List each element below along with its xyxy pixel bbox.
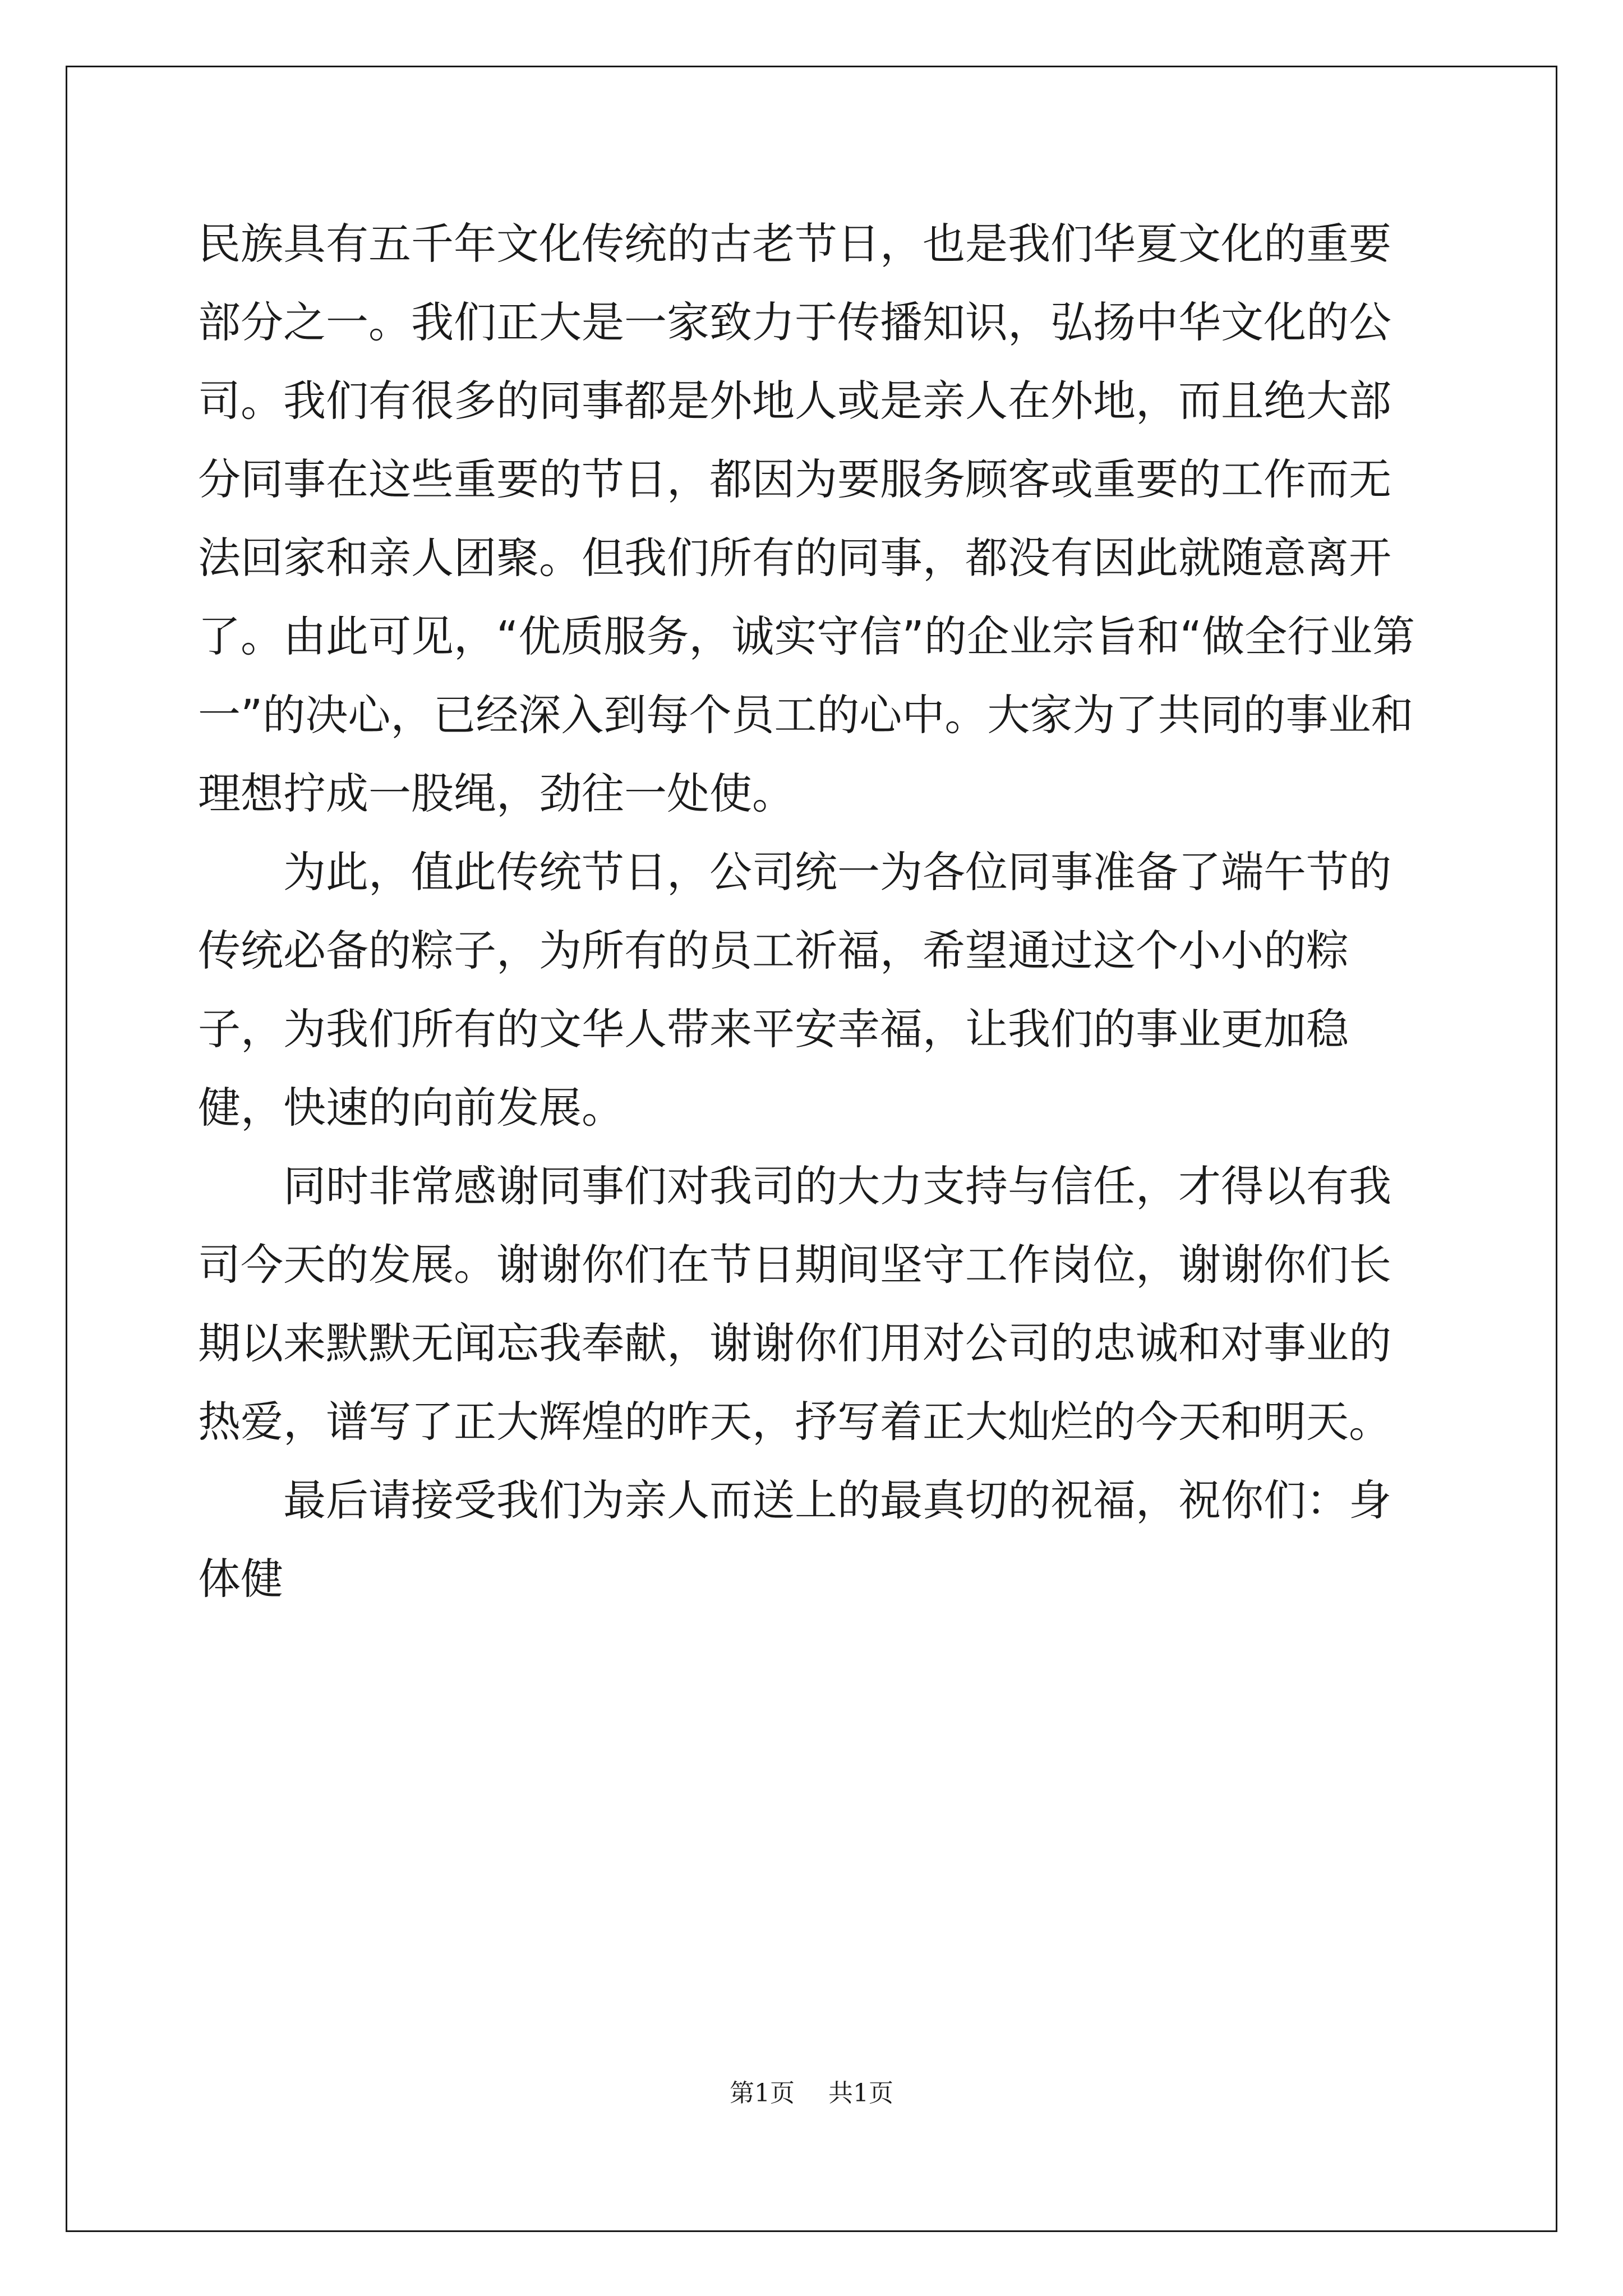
paragraph-2: 为此，值此传统节日，公司统一为各位同事准备了端午节的传统必备的粽子，为所有的员工祈福，希望通过这个小小的粽子，为我们所有的文华人带来平安幸福，让我们的事业更加稳健，快速的向前发展。 — [198, 847, 1391, 1133]
paragraph-1: 民族具有五千年文化传统的古老节日，也是我们华夏文化的重要部分之一。我们正大是一家致力于传播知识，弘扬中华文化的公司。我们有很多的同事都是外地人或是亲人在外地，而且绝大部分同事在这些重要的节日，都因为要服务顾客或重要的工作而无法回家和亲人团聚。但我们所有的同事，都没有因此就随意离开了。由此可见，“优质服务，诚实守信”的企业宗旨和“做全行业第一”的决心，已经深入到每个员工的心中。大家为了共同的事业和理想拧成一股绳，劲往一处使。 — [198, 219, 1415, 818]
page-number: 第1页 — [730, 2079, 795, 2108]
page-total: 共1页 — [828, 2079, 893, 2108]
document-body — [198, 205, 1432, 1618]
page-footer — [0, 2073, 1623, 2109]
paragraph-4: 最后请接受我们为亲人而送上的最真切的祝福，祝你们：身体健 — [198, 1475, 1391, 1604]
paragraph-3: 同时非常感谢同事们对我司的大力支持与信任，才得以有我司今天的发展。谢谢你们在节日期间坚守工作岗位，谢谢你们长期以来默默无闻忘我奉献，谢谢你们用对公司的忠诚和对事业的热爱，谱写了正大辉煌的昨天，抒写着正大灿烂的今天和明天。 — [198, 1161, 1391, 1447]
